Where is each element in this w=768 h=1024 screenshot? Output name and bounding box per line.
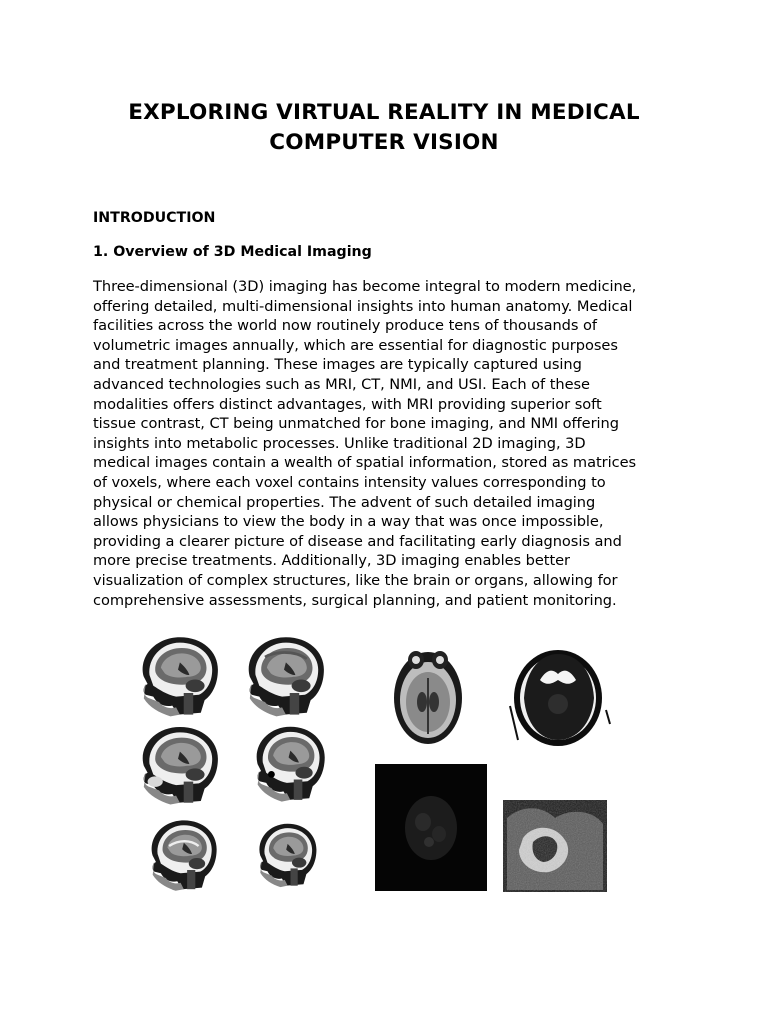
paragraph-line: insights into metabolic processes. Unlike traditional 2D imaging, 3D bbox=[93, 434, 586, 452]
paragraph-line: facilities across the world now routinely produce tens of thousands of bbox=[93, 317, 597, 335]
nuclear-medicine-scan bbox=[375, 764, 487, 891]
paragraph-line: tissue contrast, CT being unmatched for bone imaging, and NMI offering bbox=[93, 415, 619, 433]
sagittal-head-mri-4 bbox=[257, 727, 325, 802]
introduction-heading: INTRODUCTION bbox=[93, 210, 216, 226]
axial-ct-scan bbox=[510, 650, 610, 746]
body-paragraph bbox=[93, 277, 683, 610]
title-line-1: EXPLORING VIRTUAL REALITY IN MEDICAL bbox=[128, 100, 640, 125]
paragraph-line: allows physicians to view the body in a way that was once impossible, bbox=[93, 513, 604, 531]
document-title bbox=[60, 98, 708, 158]
sagittal-head-mri-6 bbox=[259, 824, 316, 887]
paragraph-line: comprehensive assessments, surgical planning, and patient monitoring. bbox=[93, 591, 617, 609]
medical-imaging-figure bbox=[103, 628, 623, 893]
sagittal-head-mri-5 bbox=[152, 820, 217, 890]
sagittal-head-mri-1 bbox=[143, 637, 218, 716]
title-line-2: COMPUTER VISION bbox=[269, 130, 499, 155]
ultrasound-scan bbox=[503, 800, 607, 892]
sagittal-head-mri-2 bbox=[249, 637, 324, 716]
paragraph-line: and treatment planning. These images are typically captured using bbox=[93, 356, 582, 374]
paragraph-line: Three-dimensional (3D) imaging has become integral to modern medicine, bbox=[93, 278, 637, 295]
paragraph-line: advanced technologies such as MRI, CT, NMI, and USI. Each of these bbox=[93, 375, 590, 393]
axial-mri-scan bbox=[394, 651, 462, 744]
sagittal-head-mri-3 bbox=[143, 727, 218, 804]
paragraph-line: of voxels, where each voxel contains intensity values corresponding to bbox=[93, 473, 606, 491]
paragraph-line: modalities offers distinct advantages, with MRI providing superior soft bbox=[93, 395, 602, 413]
paragraph-line: volumetric images annually, which are essential for diagnostic purposes bbox=[93, 336, 618, 354]
paragraph-line: visualization of complex structures, like the brain or organs, allowing for bbox=[93, 571, 618, 589]
section-heading: 1. Overview of 3D Medical Imaging bbox=[93, 244, 372, 260]
paragraph-line: providing a clearer picture of disease and facilitating early diagnosis and bbox=[93, 532, 622, 550]
paragraph-line: physical or chemical properties. The advent of such detailed imaging bbox=[93, 493, 596, 511]
paragraph-line: medical images contain a wealth of spatial information, stored as matrices bbox=[93, 454, 637, 472]
paragraph-line: offering detailed, multi-dimensional insights into human anatomy. Medical bbox=[93, 297, 633, 315]
paragraph-line: more precise treatments. Additionally, 3D imaging enables better bbox=[93, 552, 571, 570]
